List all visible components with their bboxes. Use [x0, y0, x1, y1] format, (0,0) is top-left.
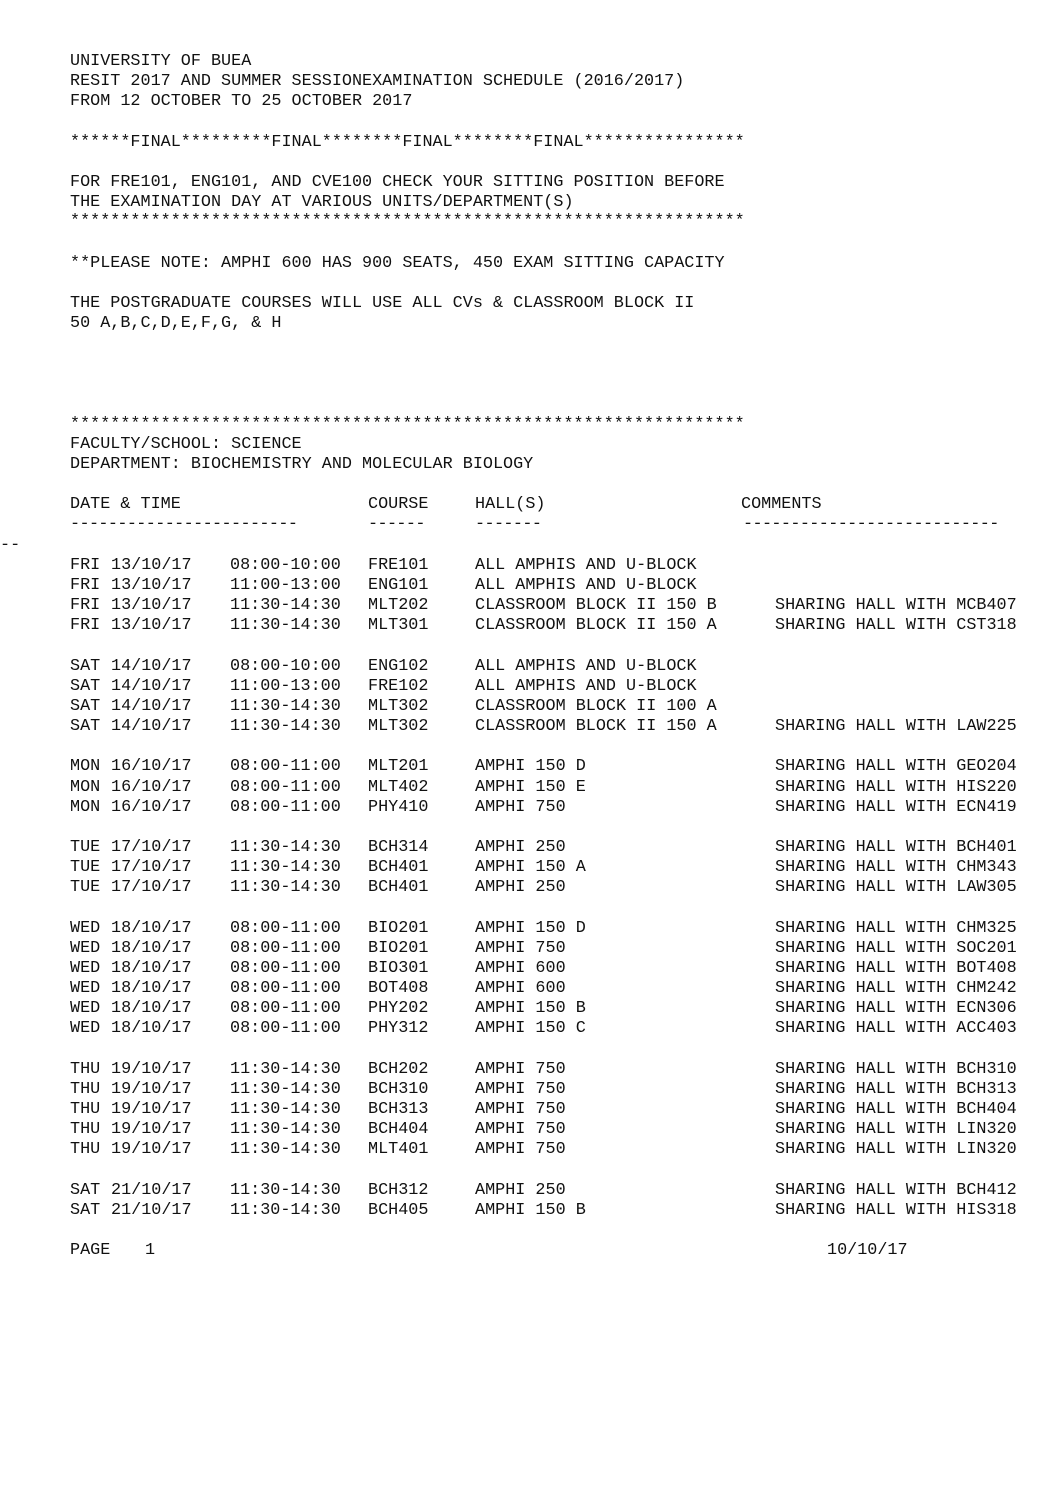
row-date: 19/10/17 [111, 1100, 192, 1119]
table-row [70, 657, 1050, 677]
row-time: 08:00-11:00 [230, 798, 341, 817]
row-time: 11:30-14:30 [230, 1181, 341, 1200]
row-course: BIO301 [368, 959, 429, 978]
row-time: 11:30-14:30 [230, 717, 341, 736]
table-row [70, 697, 1050, 717]
header-date-time: DATE & TIME [70, 495, 181, 514]
schedule-period: FROM 12 OCTOBER TO 25 OCTOBER 2017 [70, 92, 413, 111]
row-time: 11:30-14:30 [230, 858, 341, 877]
please-note: **PLEASE NOTE: AMPHI 600 HAS 900 SEATS, 450 EXAM SITTING CAPACITY [70, 254, 725, 273]
row-time: 11:30-14:30 [230, 1201, 341, 1220]
row-day: FRI [70, 556, 101, 575]
row-hall: AMPHI 150 D [475, 919, 586, 938]
table-row [70, 878, 1050, 898]
column-rules [70, 515, 1050, 535]
table-row [70, 798, 1050, 818]
row-time: 08:00-11:00 [230, 999, 341, 1018]
table-row [70, 1201, 1050, 1221]
university-name: UNIVERSITY OF BUEA [70, 52, 252, 71]
row-date: 16/10/17 [111, 798, 192, 817]
row-date: 18/10/17 [111, 999, 192, 1018]
table-row [70, 757, 1050, 777]
table-row [70, 1060, 1050, 1080]
row-hall: AMPHI 250 [475, 1181, 566, 1200]
row-time: 08:00-11:00 [230, 919, 341, 938]
row-day: SAT [70, 1201, 101, 1220]
row-course: PHY312 [368, 1019, 429, 1038]
row-course: ENG101 [368, 576, 429, 595]
row-course: FRE101 [368, 556, 429, 575]
row-day: MON [70, 757, 101, 776]
row-course: MLT302 [368, 697, 429, 716]
row-course: BCH313 [368, 1100, 429, 1119]
row-date: 18/10/17 [111, 979, 192, 998]
row-hall: AMPHI 150 A [475, 858, 586, 877]
row-hall: AMPHI 750 [475, 1100, 566, 1119]
row-time: 08:00-11:00 [230, 959, 341, 978]
page-number: 1 [145, 1241, 156, 1260]
postgrad-line-2: 50 A,B,C,D,E,F,G, & H [70, 314, 282, 333]
row-comment: SHARING HALL WITH CHM343 [775, 858, 1017, 877]
row-comment: SHARING HALL WITH ECN419 [775, 798, 1017, 817]
header-halls: HALL(S) [475, 495, 546, 514]
row-date: 19/10/17 [111, 1120, 192, 1139]
column-headers [70, 495, 1050, 515]
row-course: BIO201 [368, 919, 429, 938]
row-comment: SHARING HALL WITH HIS318 [775, 1201, 1017, 1220]
row-time: 11:30-14:30 [230, 596, 341, 615]
row-time: 08:00-10:00 [230, 556, 341, 575]
table-row [70, 858, 1050, 878]
row-course: BCH202 [368, 1060, 429, 1079]
rule-date-time: ------------------------ [70, 515, 298, 534]
row-hall: ALL AMPHIS AND U-BLOCK [475, 677, 697, 696]
row-time: 11:30-14:30 [230, 1100, 341, 1119]
margin-mark: -- [0, 536, 21, 555]
row-hall: CLASSROOM BLOCK II 150 A [475, 717, 717, 736]
table-row [70, 1019, 1050, 1039]
row-comment: SHARING HALL WITH BOT408 [775, 959, 1017, 978]
row-comment: SHARING HALL WITH MCB407 [775, 596, 1017, 615]
row-time: 11:00-13:00 [230, 576, 341, 595]
row-day: THU [70, 1100, 101, 1119]
row-comment: SHARING HALL WITH BCH404 [775, 1100, 1017, 1119]
row-time: 11:30-14:30 [230, 697, 341, 716]
row-course: BCH401 [368, 878, 429, 897]
row-day: WED [70, 1019, 101, 1038]
row-day: THU [70, 1060, 101, 1079]
postgrad-line-1: THE POSTGRADUATE COURSES WILL USE ALL CVs & CLASSROOM BLOCK II [70, 294, 695, 313]
table-row [70, 939, 1050, 959]
row-date: 21/10/17 [111, 1201, 192, 1220]
row-day: WED [70, 999, 101, 1018]
row-time: 11:30-14:30 [230, 616, 341, 635]
rule-halls: ------- [475, 515, 542, 534]
row-comment: SHARING HALL WITH GEO204 [775, 757, 1017, 776]
row-date: 18/10/17 [111, 1019, 192, 1038]
row-hall: AMPHI 250 [475, 878, 566, 897]
table-row [70, 556, 1050, 576]
row-hall: AMPHI 150 D [475, 757, 586, 776]
footer-date: 10/10/17 [827, 1241, 908, 1260]
rule-comments: --------------------------- [743, 515, 999, 534]
row-comment: SHARING HALL WITH HIS220 [775, 778, 1017, 797]
row-day: TUE [70, 838, 101, 857]
row-comment: SHARING HALL WITH CST318 [775, 616, 1017, 635]
row-date: 18/10/17 [111, 919, 192, 938]
table-row [70, 919, 1050, 939]
table-row [70, 576, 1050, 596]
row-time: 11:30-14:30 [230, 1120, 341, 1139]
row-course: BOT408 [368, 979, 429, 998]
row-date: 13/10/17 [111, 616, 192, 635]
row-day: WED [70, 939, 101, 958]
schedule-title: RESIT 2017 AND SUMMER SESSIONEXAMINATION SCHEDULE (2016/2017) [70, 72, 685, 91]
row-day: WED [70, 979, 101, 998]
row-date: 18/10/17 [111, 939, 192, 958]
row-time: 11:30-14:30 [230, 878, 341, 897]
row-hall: CLASSROOM BLOCK II 150 A [475, 616, 717, 635]
table-row [70, 979, 1050, 999]
row-time: 11:30-14:30 [230, 1080, 341, 1099]
row-hall: AMPHI 750 [475, 1120, 566, 1139]
row-hall: AMPHI 750 [475, 1140, 566, 1159]
row-hall: AMPHI 150 B [475, 999, 586, 1018]
row-course: BCH404 [368, 1120, 429, 1139]
row-day: SAT [70, 697, 101, 716]
row-course: MLT302 [368, 717, 429, 736]
table-row [70, 1080, 1050, 1100]
row-comment: SHARING HALL WITH BCH313 [775, 1080, 1017, 1099]
row-date: 14/10/17 [111, 717, 192, 736]
table-row [70, 778, 1050, 798]
row-day: FRI [70, 576, 101, 595]
row-time: 11:00-13:00 [230, 677, 341, 696]
row-date: 14/10/17 [111, 657, 192, 676]
row-course: BCH312 [368, 1181, 429, 1200]
row-day: FRI [70, 596, 101, 615]
row-time: 08:00-11:00 [230, 778, 341, 797]
row-day: THU [70, 1080, 101, 1099]
row-comment: SHARING HALL WITH BCH310 [775, 1060, 1017, 1079]
row-comment: SHARING HALL WITH BCH412 [775, 1181, 1017, 1200]
row-hall: AMPHI 750 [475, 939, 566, 958]
row-course: BCH310 [368, 1080, 429, 1099]
row-day: TUE [70, 878, 101, 897]
notice-line-1: FOR FRE101, ENG101, AND CVE100 CHECK YOUR SITTING POSITION BEFORE [70, 173, 725, 192]
row-course: BIO201 [368, 939, 429, 958]
row-course: ENG102 [368, 657, 429, 676]
row-course: FRE102 [368, 677, 429, 696]
row-hall: AMPHI 600 [475, 979, 566, 998]
row-comment: SHARING HALL WITH CHM242 [775, 979, 1017, 998]
row-day: THU [70, 1140, 101, 1159]
table-row [70, 1100, 1050, 1120]
row-hall: AMPHI 750 [475, 1080, 566, 1099]
rule-course: ------ [368, 515, 425, 534]
row-course: PHY410 [368, 798, 429, 817]
row-hall: AMPHI 750 [475, 1060, 566, 1079]
header-course: COURSE [368, 495, 429, 514]
row-date: 17/10/17 [111, 878, 192, 897]
notice-stars: ******************************************************************* [70, 212, 745, 231]
row-day: SAT [70, 717, 101, 736]
row-comment: SHARING HALL WITH SOC201 [775, 939, 1017, 958]
row-day: WED [70, 959, 101, 978]
row-time: 08:00-11:00 [230, 979, 341, 998]
row-comment: SHARING HALL WITH LIN320 [775, 1140, 1017, 1159]
row-date: 19/10/17 [111, 1140, 192, 1159]
row-day: SAT [70, 677, 101, 696]
row-course: BCH314 [368, 838, 429, 857]
row-comment: SHARING HALL WITH ECN306 [775, 999, 1017, 1018]
row-date: 16/10/17 [111, 778, 192, 797]
row-date: 17/10/17 [111, 858, 192, 877]
row-date: 13/10/17 [111, 556, 192, 575]
row-day: SAT [70, 657, 101, 676]
row-date: 17/10/17 [111, 838, 192, 857]
row-course: MLT401 [368, 1140, 429, 1159]
row-comment: SHARING HALL WITH CHM325 [775, 919, 1017, 938]
row-comment: SHARING HALL WITH ACC403 [775, 1019, 1017, 1038]
row-hall: AMPHI 250 [475, 838, 566, 857]
faculty-label: FACULTY/SCHOOL: SCIENCE [70, 435, 302, 454]
row-comment: SHARING HALL WITH LAW225 [775, 717, 1017, 736]
row-day: FRI [70, 616, 101, 635]
table-row [70, 1120, 1050, 1140]
table-row [70, 616, 1050, 636]
page-label: PAGE [70, 1241, 111, 1260]
row-hall: AMPHI 150 B [475, 1201, 586, 1220]
row-course: MLT202 [368, 596, 429, 615]
table-row [70, 959, 1050, 979]
row-date: 13/10/17 [111, 576, 192, 595]
row-date: 16/10/17 [111, 757, 192, 776]
row-comment: SHARING HALL WITH BCH401 [775, 838, 1017, 857]
row-hall: ALL AMPHIS AND U-BLOCK [475, 556, 697, 575]
table-row [70, 717, 1050, 737]
section-stars: ******************************************************************* [70, 415, 745, 434]
row-course: MLT402 [368, 778, 429, 797]
table-row [70, 838, 1050, 858]
row-time: 11:30-14:30 [230, 1060, 341, 1079]
row-date: 13/10/17 [111, 596, 192, 615]
row-day: MON [70, 778, 101, 797]
row-hall: ALL AMPHIS AND U-BLOCK [475, 576, 697, 595]
row-date: 14/10/17 [111, 677, 192, 696]
row-course: MLT301 [368, 616, 429, 635]
row-day: THU [70, 1120, 101, 1139]
table-row [70, 677, 1050, 697]
row-course: BCH405 [368, 1201, 429, 1220]
table-row [70, 1140, 1050, 1160]
notice-line-2: THE EXAMINATION DAY AT VARIOUS UNITS/DEPARTMENT(S) [70, 193, 574, 212]
row-time: 11:30-14:30 [230, 838, 341, 857]
table-row [70, 596, 1050, 616]
row-date: 19/10/17 [111, 1060, 192, 1079]
row-hall: AMPHI 600 [475, 959, 566, 978]
row-day: TUE [70, 858, 101, 877]
row-hall: AMPHI 750 [475, 798, 566, 817]
header-comments: COMMENTS [741, 495, 822, 514]
table-row [70, 1181, 1050, 1201]
row-hall: CLASSROOM BLOCK II 100 A [475, 697, 717, 716]
row-time: 08:00-10:00 [230, 657, 341, 676]
row-date: 14/10/17 [111, 697, 192, 716]
department-label: DEPARTMENT: BIOCHEMISTRY AND MOLECULAR BIOLOGY [70, 455, 534, 474]
row-course: PHY202 [368, 999, 429, 1018]
row-time: 08:00-11:00 [230, 757, 341, 776]
row-hall: AMPHI 150 C [475, 1019, 586, 1038]
table-row [70, 999, 1050, 1019]
row-time: 11:30-14:30 [230, 1140, 341, 1159]
row-course: BCH401 [368, 858, 429, 877]
row-hall: ALL AMPHIS AND U-BLOCK [475, 657, 697, 676]
row-time: 08:00-11:00 [230, 1019, 341, 1038]
row-date: 18/10/17 [111, 959, 192, 978]
final-banner: ******FINAL*********FINAL********FINAL********FINAL**************** [70, 133, 745, 152]
row-day: SAT [70, 1181, 101, 1200]
row-hall: CLASSROOM BLOCK II 150 B [475, 596, 717, 615]
row-course: MLT201 [368, 757, 429, 776]
row-hall: AMPHI 150 E [475, 778, 586, 797]
row-date: 19/10/17 [111, 1080, 192, 1099]
row-day: MON [70, 798, 101, 817]
row-date: 21/10/17 [111, 1181, 192, 1200]
row-time: 08:00-11:00 [230, 939, 341, 958]
row-comment: SHARING HALL WITH LAW305 [775, 878, 1017, 897]
row-day: WED [70, 919, 101, 938]
row-comment: SHARING HALL WITH LIN320 [775, 1120, 1017, 1139]
